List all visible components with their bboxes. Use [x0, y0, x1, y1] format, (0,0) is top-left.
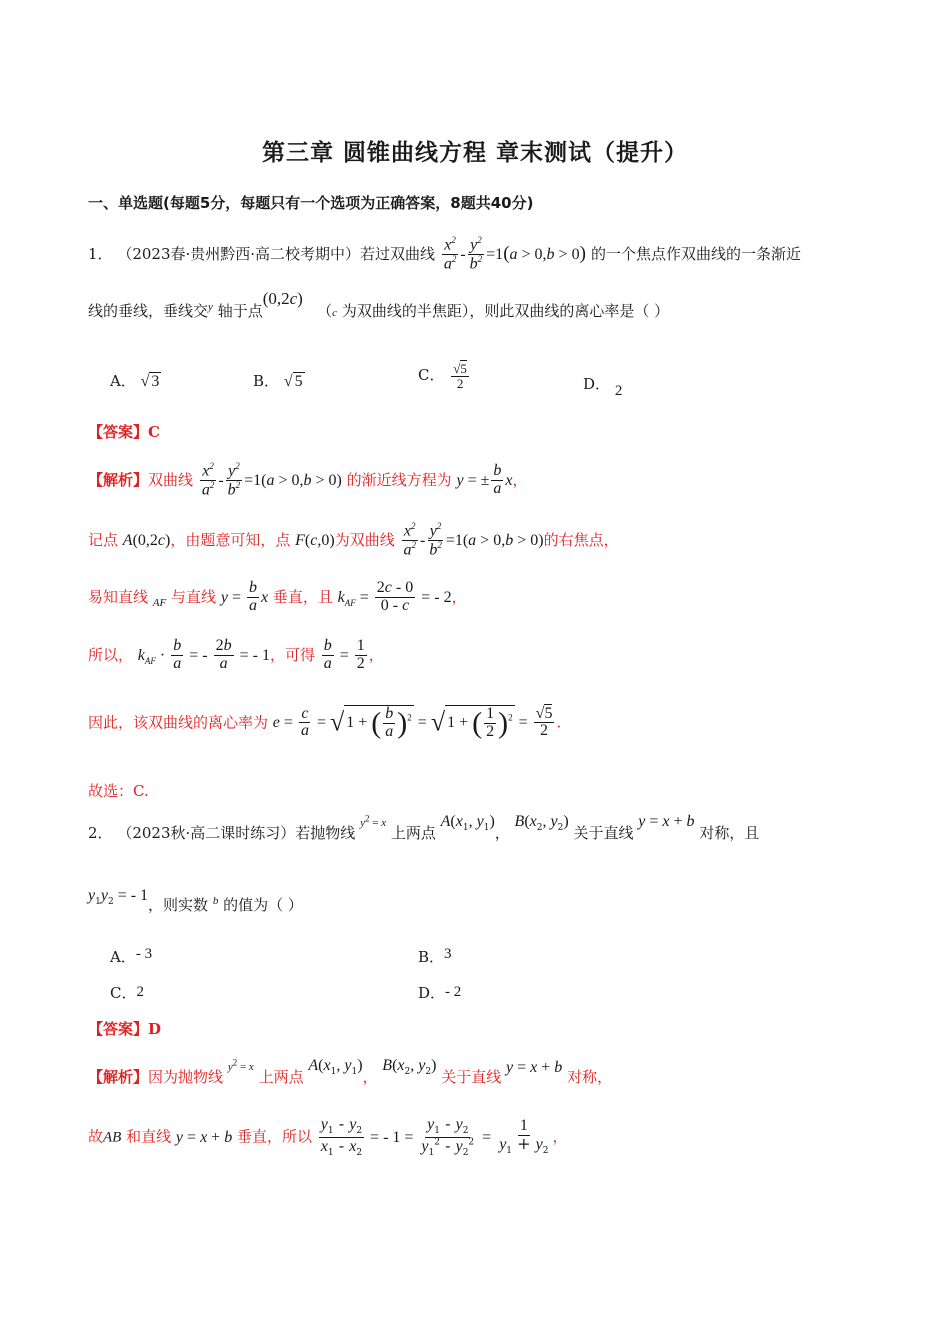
question-2-line-2: $y_1y_2$ = - 1，则实数 $^b$ 的值为（ ） — [88, 887, 303, 914]
question-2-line-1: 2． （2023秋·高二课时练习）若抛物线 $^{y^2 = x}$ 上两点 $A(x_1$, $y_1$)， $B(x_2$, $y_2$) 关于直线 y = x + b 对称，且 — [88, 813, 760, 842]
question-2-answer: 【答案】D — [88, 1020, 162, 1038]
question-2-analysis-1: 【解析】因为抛物线 $^{y^2 = x}$ 上两点 $A(x_1$, $y_1$)， $B(x_2$, $y_2$) 关于直线 y = x + b 对称， — [88, 1057, 613, 1086]
question-1-analysis-1: 【解析】双曲线 $\frac{x^2}{a^2}$ - $\frac{y^2}{b^2}$ =1(a > 0,b > 0) 的渐近线方程为 y = ± $\frac{b}{a}$ x， — [88, 461, 528, 499]
point-0-2c: (0,2c) — [262, 289, 303, 308]
question-1-answer: 【答案】C — [88, 423, 160, 441]
question-2-option-b[interactable]: B．3 — [418, 946, 452, 966]
question-1-text-a: 的一个焦点作双曲线的一条渐近 — [591, 245, 802, 264]
question-1-analysis-5: 因此，该双曲线的离心率为 e = $\frac{c}{a}$ = √ 1 + ( $\frac{b}{a}$ )$^2$ = √ 1 + ( $\frac{1}{2}$ )$^2$ = $\frac{√5}{2}$ . — [88, 704, 562, 740]
question-1-analysis-2: 记点 A(0,2c)，由题意可知，点 F(c,0)为双曲线 $\frac{x^2}{a^2}$ - $\frac{y^2}{b^2}$ =1(a > 0,b > 0)的右焦点， — [88, 521, 619, 559]
question-1-text-b2: 轴于点 — [217, 302, 263, 320]
question-1-source: （2023春·贵州黔西·高二校考期中）若过双曲线 — [117, 245, 436, 264]
question-1-text-b3: 为双曲线的半焦距），则此双曲线的离心率是（ ） — [341, 302, 670, 320]
question-1-conclusion: 故选：C. — [88, 782, 149, 800]
question-1-option-b[interactable]: B． √ 5 — [253, 372, 303, 390]
question-1-text-b1: 线的垂线，垂线交 — [88, 302, 209, 320]
question-1-analysis-3: 易知直线 $_{AF}$ 与直线 y = $\frac{b}{a}$ x 垂直，且 $k_{AF}$ = $\frac{2c - 0}{0 - c}$ = - 2， — [88, 579, 467, 614]
question-2-option-a[interactable]: A．- 3 — [110, 946, 153, 966]
question-2-number: 2． — [88, 824, 113, 842]
question-1-analysis-4: 所以， $k_{AF}$ · $\frac{b}{a}$ = - $\frac{2b}{a}$ = - 1，可得 $\frac{b}{a}$ = $\frac{1}{2}$ ， — [88, 637, 384, 672]
question-2-analysis-2: 故AB 和直线 y = x + b 垂直，所以 $\frac{y_1 - y_2}{x_1 - x_2}$ = - 1 = $\frac{y_1 - y_2}{y_1^2 - y_2^2}$ = $\frac{1}{y_1 + y_2}$ ， — [88, 1114, 568, 1158]
question-2-source: （2023秋·高二课时练习）若抛物线 — [117, 824, 356, 842]
question-1-number: 1． — [88, 245, 113, 264]
question-1-line-2: 线的垂线，垂线交$^y$ 轴于点(0,2c) （c 为双曲线的半焦距），则此双曲线的离心率是（ ） — [88, 289, 670, 320]
page-title: 第三章 圆锥曲线方程 章末测试（提升） — [261, 140, 688, 166]
section-heading: 一、单选题(每题5分，每题只有一个选项为正确答案，8题共40分) — [88, 194, 534, 212]
hyperbola-equation: $\frac{x^2}{a^2}$ - $\frac{y^2}{b^2}$ =1(a > 0,b > 0) — [443, 235, 586, 273]
question-1-line-1 — [88, 236, 801, 273]
question-2-option-c[interactable]: C．2 — [110, 984, 144, 1002]
question-2-option-d[interactable]: D．- 2 — [418, 984, 462, 1002]
question-1-option-a[interactable]: A． √ 3 — [110, 372, 160, 390]
question-1-option-c[interactable]: C． $\frac{√5}{2}$ — [418, 361, 467, 391]
question-1-option-d[interactable]: D． 2 — [583, 375, 623, 399]
